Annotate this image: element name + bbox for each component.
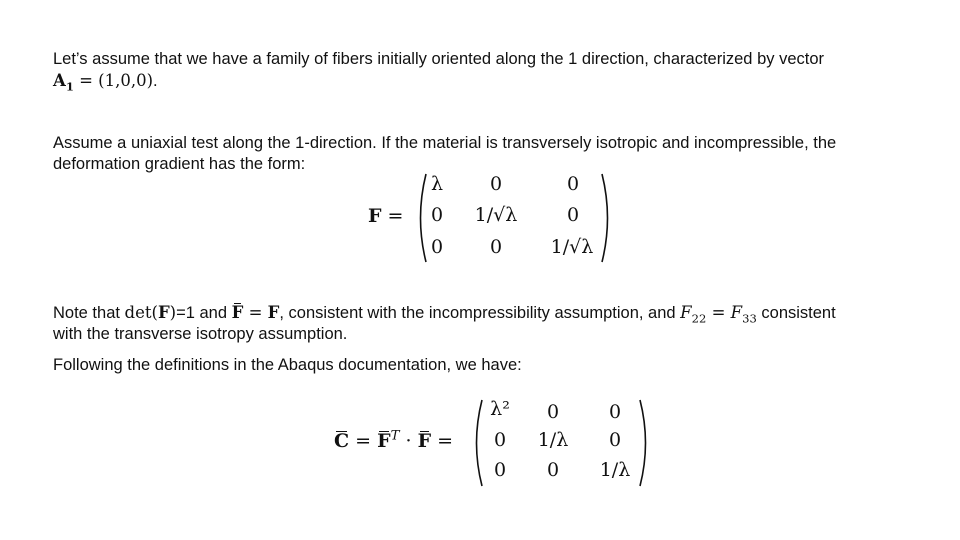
- eqF-r2c3: 0: [566, 204, 580, 226]
- eqC-Fbar-1: F: [377, 430, 391, 452]
- eqF-r2c2: 1/√λ: [474, 204, 518, 226]
- eqF-r3c2: 0: [489, 236, 503, 258]
- eqF-r1c2: 0: [489, 173, 503, 195]
- equation-deformation-gradient: [368, 170, 618, 265]
- eqC-dot: ·: [399, 430, 418, 452]
- eqF-lhs: [368, 205, 403, 227]
- eqC-r1c3: 0: [608, 401, 622, 423]
- note-equals-2: =: [706, 303, 731, 322]
- eqF-r3c3: 1/√λ: [550, 236, 594, 258]
- eqC-right-paren: [638, 398, 652, 488]
- eqF-r2c1: 0: [430, 204, 444, 226]
- paragraph-incompressibility-note: [53, 302, 836, 345]
- eqC-equals-1: =: [349, 430, 378, 452]
- eqC-r3c1: 0: [493, 459, 507, 481]
- eqC-r3c2: 0: [546, 459, 560, 481]
- note-line2: with the transverse isotropy assumption.: [53, 325, 348, 343]
- eqC-r1c2: 0: [546, 401, 560, 423]
- note-line1: [53, 302, 836, 324]
- vector-a-subscript: 1: [65, 79, 74, 94]
- note-F22-sub: 22: [691, 311, 707, 326]
- note-det-F: F: [157, 303, 170, 322]
- eqC-r2c1: 0: [493, 429, 507, 451]
- note-F22: F: [680, 303, 692, 322]
- note-text-1: Note that: [53, 304, 125, 322]
- note-F33: F: [730, 303, 743, 322]
- eqC-transpose: T: [390, 428, 400, 444]
- note-equals: =: [243, 303, 268, 322]
- note-F: F: [267, 303, 280, 322]
- uniaxial-line2: deformation gradient has the form:: [53, 155, 306, 173]
- fiber-family-line1: Let’s assume that we have a family of fibers initially oriented along the 1 direction, characterized by vector: [53, 50, 825, 68]
- vector-line-period: .: [153, 72, 158, 90]
- eqC-lhs: [334, 430, 453, 452]
- fiber-vector-line: [53, 70, 824, 92]
- note-F33-sub: 33: [742, 311, 757, 326]
- vector-a-value: = (1,0,0): [73, 71, 154, 90]
- note-text-4: consistent: [756, 304, 836, 322]
- eqC-r3c3: 1/λ: [599, 459, 631, 481]
- eqF-r1c3: 0: [566, 173, 580, 195]
- note-det: det(: [124, 303, 158, 322]
- eqC-r2c2: 1/λ: [537, 429, 569, 451]
- paragraph-fiber-family: [53, 49, 824, 92]
- eqC-Cbar: C: [334, 430, 350, 452]
- paragraph-abaqus-definitions: [53, 355, 522, 376]
- note-text-2: =1 and: [176, 304, 232, 322]
- eqF-r1c1: λ: [430, 173, 444, 195]
- abaqus-line1: Following the definitions in the Abaqus documentation, we have:: [53, 356, 522, 374]
- eqF-equals: =: [381, 205, 404, 227]
- eqC-Fbar-2: F: [417, 430, 432, 452]
- note-Fbar: F: [231, 303, 244, 322]
- uniaxial-line1: Assume a uniaxial test along the 1-direction. If the material is transversely isotropic and incompressible, the: [53, 134, 837, 152]
- eqF-F-symbol: F: [368, 205, 382, 227]
- note-det-close: ): [169, 303, 177, 322]
- equation-right-cauchy-green: [334, 398, 654, 490]
- note-text-3: , consistent with the incompressibility assumption, and: [279, 304, 681, 322]
- eqC-r1c1: λ²: [490, 398, 510, 420]
- paragraph-uniaxial-test: [53, 133, 836, 175]
- eqC-equals-2: =: [431, 430, 454, 452]
- eqF-r3c1: 0: [430, 236, 444, 258]
- vector-a-symbol: A: [53, 71, 66, 90]
- eqC-r2c3: 0: [608, 429, 622, 451]
